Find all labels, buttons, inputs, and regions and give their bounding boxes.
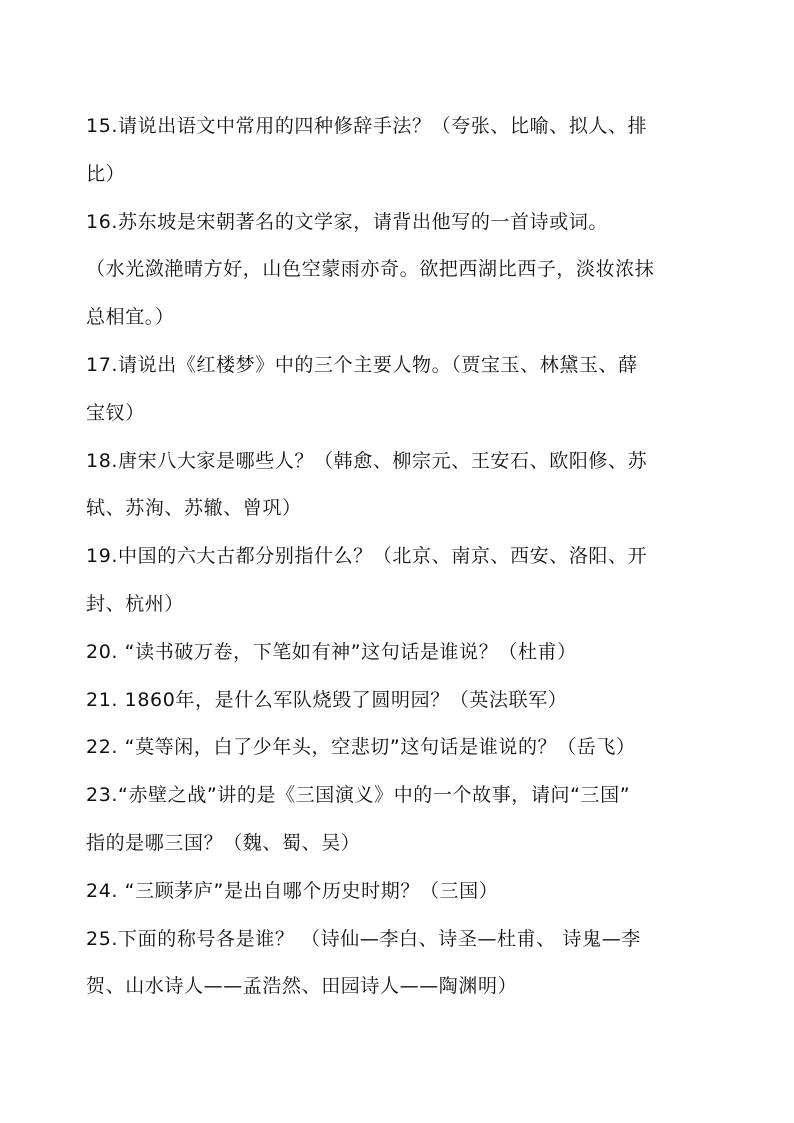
text-line: 16.苏东坡是宋朝著名的文学家，请背出他写的一首诗或词。 <box>86 210 609 233</box>
text-line: 15.请说出语文中常用的四种修辞手法？（夸张、比喻、拟人、排 <box>86 115 648 137</box>
text-line: 指的是哪三国？（魏、蜀、吴） <box>86 831 361 854</box>
text-line: 23.“赤壁之战”讲的是《三国演义》中的一个故事，请问“三国” <box>86 784 631 807</box>
text-line: （水光潋滟晴方好，山色空蒙雨亦奇。欲把西湖比西子，淡妆浓抹 <box>86 258 655 281</box>
text-line: 贺、山水诗人——孟浩然、田园诗人——陶渊明） <box>86 975 518 998</box>
text-line: 轼、苏洵、苏辙、曾巩） <box>86 497 302 520</box>
text-line: 17.请说出《红楼梦》中的三个主要人物。（贾宝玉、林黛玉、薛 <box>86 353 638 376</box>
text-line: 总相宜。） <box>86 306 175 329</box>
text-line: 宝钗） <box>86 401 145 424</box>
text-line: 19.中国的六大古都分别指什么？（北京、南京、西安、洛阳、开 <box>86 545 648 568</box>
text-line: 25.下面的称号各是谁？ （诗仙—李白、诗圣—杜甫、 诗鬼—李 <box>86 927 641 950</box>
text-line: 比） <box>86 162 126 185</box>
text-line: 封、杭州） <box>86 592 185 615</box>
text-line: 22. “莫等闲，白了少年头，空悲切”这句话是谁说的？（岳飞） <box>86 736 636 759</box>
text-line: 21. 1860年，是什么军队烧毁了圆明园？（英法联军） <box>86 688 568 711</box>
text-line: 18.唐宋八大家是哪些人？（韩愈、柳宗元、王安石、欧阳修、苏 <box>86 449 648 472</box>
document-body <box>86 103 716 1011</box>
text-line: 24. “三顾茅庐”是出自哪个历史时期？（三国） <box>86 879 499 902</box>
text-line: 20. “读书破万卷，下笔如有神”这句话是谁说？（杜甫） <box>86 640 577 663</box>
